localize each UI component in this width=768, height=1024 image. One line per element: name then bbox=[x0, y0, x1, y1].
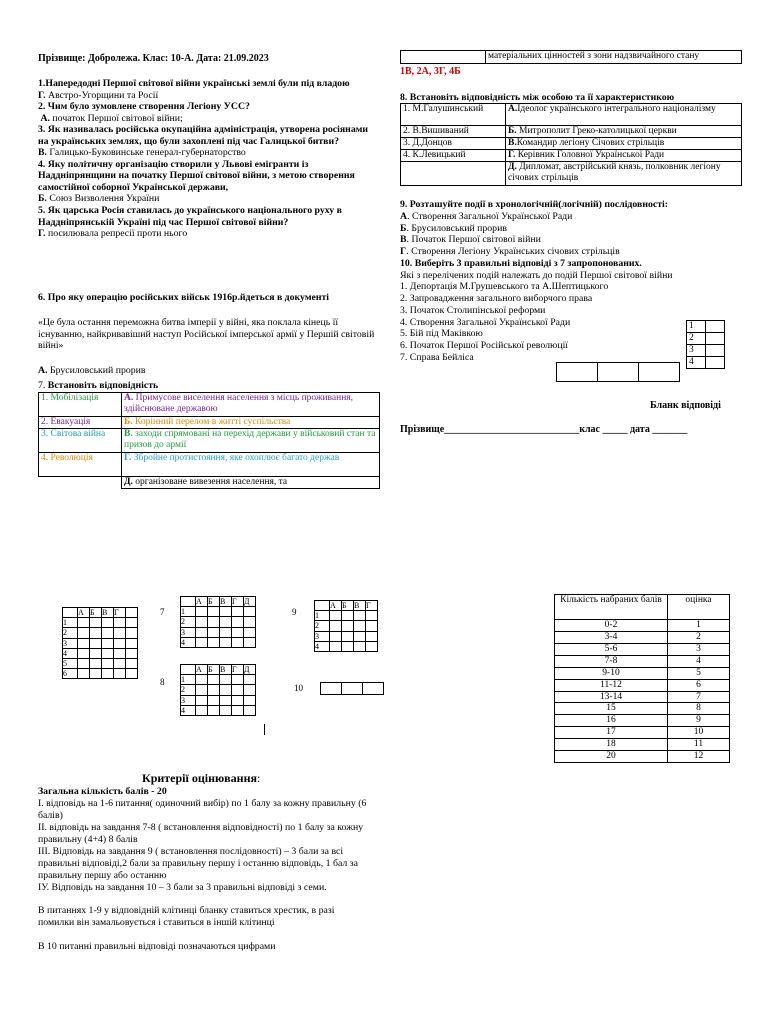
blank-title: Бланк відповіді bbox=[650, 400, 721, 411]
table-row: 1. М.Галушинський А.Ідеолог українського інтегрального націоналізму bbox=[401, 104, 742, 126]
table-row: 16 9 bbox=[555, 715, 730, 727]
table-row: 3. Світова війна В. заходи спрямовані на перехід держави у військовий стан та призов до армії bbox=[39, 428, 380, 452]
blank-fields: Прізвище___________________________клас _____ дата _______ bbox=[400, 424, 688, 435]
table-row: 5-6 3 bbox=[555, 643, 730, 655]
table-row: 0-2 1 bbox=[555, 620, 730, 632]
criteria-title: Критерії оцінювання: bbox=[142, 771, 261, 785]
table-row: Д. Дипломат, австрійський князь, полковник легіону січових стрільців bbox=[401, 161, 742, 185]
grid-label-9: 9 bbox=[292, 607, 297, 617]
list-item: 2. Запровадження загального виборчого права bbox=[400, 293, 593, 304]
list-item: 3. Початок Столипінської реформи bbox=[400, 304, 546, 316]
score-table bbox=[554, 594, 730, 763]
table-row: 3-4 2 bbox=[555, 631, 730, 643]
list-item: 1. Депортація М.Грушевського та А.Шептицького bbox=[400, 281, 609, 293]
question-4: 4. Яку політичну організацію створили у Львові емігранти із Наддніпрянщини на початку Першої світової війни, з метою створення самостійної соборної Української держави, Б. Союз Визволення України bbox=[38, 158, 355, 205]
table-row: 2. Евакуація Б. Корінний перелом в житті суспільства bbox=[39, 417, 380, 429]
answer-grid-10[interactable] bbox=[320, 682, 384, 695]
questions-block bbox=[38, 78, 378, 240]
table-row: 9-10 5 bbox=[555, 667, 730, 679]
list-item: В. Початок Першої світової війни bbox=[400, 234, 541, 246]
criteria-block: Загальна кількість балів - 20 І. відповідь на 1-6 питання( одиночний вибір) по 1 балу за кожну правильну (6 балів) ІІ. відповідь на завдання 7-8 ( встановлення відповідності) по 1 балу за кожну правильну (4+4) 8 балів ІІІ. Відповідь на завдання 9 ( встановлення послідовності) – 3 бали за всі правильні відповіді,2 бали за правильну першу і останню відповідь, 1 бал за правильну першу або останню ІУ. Відповідь на завдання 10 – 3 бали за 3 правильні відповіді з семи. В питаннях 1-9 у відповідній клітинці бланку ставиться хрестик, в разі помилки він замальовується і ставиться в іншій клітинці В 10 питанні правильні відповіді позначаються цифрами bbox=[38, 786, 367, 953]
answer-grid-1-6[interactable]: А Б В Г 1 2 3 4 5 6 bbox=[62, 607, 138, 679]
list-item: Б. Брусиловський прорив bbox=[400, 222, 507, 234]
question-5: 5. Як царська Росія ставилась до українського національного руху в Наддніпрянській Україні під час Першої світової війни? Г. посилювала репресії проти нього bbox=[38, 205, 342, 240]
question-1: 1.Напередодні Першої світової війни українські землі були під владою Г. Австро-Угорщини та Росії bbox=[38, 78, 350, 101]
question-6-quote: «Це була остання переможна битва імперії у війні, яка поклала кінець її існуванню, найкривавіший наступ Російської імперської армії у Першій світовій війні» bbox=[38, 316, 375, 352]
question-2: 2. Чим було зумовлене створення Легіону УСС? А. початок Першої світової війни; bbox=[38, 101, 250, 124]
q7-continuation-cell: матеріальних цінностей з зони надзвичайного стану bbox=[400, 50, 742, 64]
grid-label-7: 7 bbox=[160, 607, 165, 617]
table-row: 17 10 bbox=[555, 727, 730, 739]
answer-grid-9[interactable]: А Б В Г 1 2 3 4 bbox=[314, 600, 378, 652]
grid-label-8: 8 bbox=[160, 677, 165, 687]
page-header: Прізвище: Добролежа. Клас: 10-А. Дата: 21.09.2023 bbox=[38, 53, 269, 64]
grid-label-10: 10 bbox=[294, 683, 303, 693]
list-item: А. Створення Загальної Української Ради bbox=[400, 210, 573, 222]
list-item: Г. Створення Легіону Українських січових стрільців bbox=[400, 246, 620, 257]
table-row: 20 12 bbox=[555, 751, 730, 763]
list-item: 7. Справа Бейліса bbox=[400, 351, 474, 363]
question-6: 6. Про яку операцію російських військ 1916р.йдеться в документі «Це була остання переможна битва імперії у війні, яка поклала кінець її існуванню, найкривавіший наступ Російської імперської армії у Першій світовій війні» А. Брусиловський прорив bbox=[38, 292, 378, 377]
table-row: 2. В.Вишиваний Б. Митрополит Греко-католицької церкви bbox=[401, 126, 742, 138]
table-row: 4. К.Левицький Г. Керівник Головної Української Ради bbox=[401, 149, 742, 161]
q9-block: 9. Розташуйте події в хронологічній(логічній) послідовності: А. Створення Загальної Української Ради Б. Брусиловський прорив В. Початок Першої світової війни Г. Створення Легіону Українських січових стрільців 10. Виберіть 3 правильні відповіді з 7 запропонованих. Які з перелічених подій належать до подій Першої світової війни 1. Депортація М.Грушевського та А.Шептицького 2. Запровадження загального виборчого права 3. Початок Столипінської реформи 4. Створення Загальної Української Ради 5. Бій під Маківкою 6. Початок Першої Російської революції 7. Справа Бейліса bbox=[400, 199, 745, 364]
q8-table bbox=[400, 103, 742, 186]
answer-grid-8[interactable]: А Б В Г Д 1 2 3 4 bbox=[180, 664, 256, 716]
answer-7: 1В, 2А, 3Г, 4Б bbox=[400, 66, 461, 77]
question-3: 3. Як називалась російська окупаційна адміністрація, утворена росіянами на українських землях, що були захоплені під час Галицької битви? В. Галицько-Буковинське генерал-губернаторство bbox=[38, 124, 369, 159]
cursor-mark bbox=[264, 724, 265, 735]
list-item: 6. Початок Першої Російської революції bbox=[400, 340, 569, 351]
table-row: Д. організоване вивезення населення, та bbox=[39, 476, 380, 488]
list-item: 4. Створення Загальної Української Ради bbox=[400, 316, 571, 328]
q7-table bbox=[38, 392, 380, 489]
answer-grid-7[interactable]: А Б В Г Д 1 2 3 4 bbox=[180, 596, 256, 648]
table-row: 11-12 6 bbox=[555, 679, 730, 691]
q8-title: 8. Встановіть відповідність між особою та її характеристикою bbox=[400, 92, 675, 103]
q7-title: 7. Встановіть відповідність bbox=[38, 380, 159, 391]
table-row: 15 8 bbox=[555, 703, 730, 715]
q10-answer-boxes[interactable] bbox=[556, 362, 680, 382]
table-row: 4. Революція Г. Збройне протистояння, яке охоплює багато держав bbox=[39, 452, 380, 476]
table-row: 1. Мобілізація А. Примусове виселення населення з місць проживання, здійснюване державою bbox=[39, 393, 380, 417]
table-row: 3. Д.Донцов В.Командир легіону Січових стрільців bbox=[401, 137, 742, 149]
table-row: 13-14 7 bbox=[555, 691, 730, 703]
list-item: 5. Бій під Маківкою bbox=[400, 328, 483, 340]
table-row: 7-8 4 bbox=[555, 655, 730, 667]
q10-side-box: 1 2 3 4 bbox=[686, 320, 725, 369]
table-row: 18 11 bbox=[555, 739, 730, 751]
table-header: Кількість набраних балів оцінка bbox=[555, 595, 730, 620]
